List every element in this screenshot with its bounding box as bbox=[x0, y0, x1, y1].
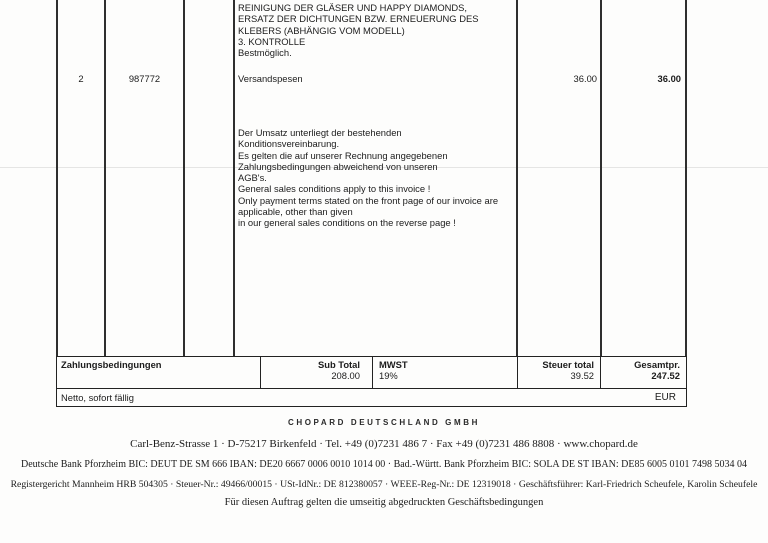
conditions-line: Der Umsatz unterliegt der bestehenden bbox=[238, 127, 402, 138]
tax-total-cell bbox=[517, 357, 600, 388]
description-line: Bestmöglich. bbox=[238, 47, 292, 59]
subtotal-value: 208.00 bbox=[331, 370, 360, 381]
description-line: REINIGUNG DER GLÄSER UND HAPPY DIAMONDS, bbox=[238, 2, 468, 13]
description-line: ERSATZ DER DICHTUNGEN BZW. ERNEUERUNG DES bbox=[238, 13, 479, 25]
footer-bank-line: Deutsche Bank Pforzheim BIC: DEUT DE SM 666 IBAN: DE20 6667 0006 0010 1014 00 · Bad.-Württ. Bank Pforzheim BIC: SOLA DE ST IBAN: DE85 6005 0101 7498 5034 04 bbox=[21, 459, 747, 470]
conditions-block bbox=[238, 127, 498, 229]
payment-terms-value: Netto, sofort fällig bbox=[61, 392, 134, 403]
conditions-line: in our general sales conditions on the reverse page ! bbox=[238, 217, 456, 229]
conditions-line: Konditionsvereinbarung. bbox=[238, 138, 340, 150]
footer-address-line: Carl-Benz-Strasse 1 · D-75217 Birkenfeld · Tel. +49 (0)7231 486 7 · Fax +49 (0)7231 486 8808 · www.chopard.de bbox=[130, 438, 638, 450]
item-description: Versandspesen bbox=[238, 73, 303, 84]
tax-total-label: Steuer total bbox=[542, 359, 594, 370]
vat-cell bbox=[372, 357, 517, 388]
vat-label: MWST bbox=[379, 359, 408, 370]
totals-header-row bbox=[57, 357, 686, 389]
payment-terms-header: Zahlungsbedingungen bbox=[61, 359, 162, 370]
payment-terms-row bbox=[57, 389, 686, 406]
item-unit-price: 36.00 bbox=[573, 73, 597, 84]
totals-table bbox=[56, 356, 687, 407]
items-table-col-divider bbox=[600, 0, 602, 357]
grand-total-label: Gesamtpr. bbox=[634, 359, 680, 370]
item-article-number: 987772 bbox=[128, 73, 161, 84]
conditions-line: Only payment terms stated on the front page of our invoice are bbox=[238, 194, 499, 206]
vat-rate-value: 19% bbox=[379, 370, 398, 381]
conditions-line: AGB's. bbox=[238, 172, 267, 184]
items-table-col-divider bbox=[516, 0, 518, 357]
items-table-col-divider bbox=[104, 0, 106, 357]
items-table-right-border bbox=[685, 0, 687, 357]
conditions-line: Zahlungsbedingungen abweichend von unseren bbox=[238, 160, 438, 172]
item-total-price: 36.00 bbox=[657, 73, 681, 84]
currency-label: EUR bbox=[654, 392, 676, 403]
description-line: KLEBERS (ABHÄNGIG VOM MODELL) bbox=[238, 24, 405, 36]
subtotal-cell bbox=[260, 357, 372, 388]
conditions-line: Es gelten die auf unserer Rechnung angegebenen bbox=[238, 149, 448, 161]
description-line: 3. KONTROLLE bbox=[238, 35, 306, 47]
tax-total-value: 39.52 bbox=[570, 370, 594, 381]
item-description-block bbox=[238, 2, 478, 58]
item-position: 2 bbox=[78, 73, 84, 84]
conditions-line: applicable, other than given bbox=[238, 206, 353, 218]
footer-registry-line: Registergericht Mannheim HRB 504305 · Steuer-Nr.: 49466/00015 · USt-IdNr.: DE 812380057 · WEEE-Reg-Nr.: DE 12319018 · Geschäftsführer: Karl-Friedrich Scheufele, Karolin Scheufele bbox=[10, 479, 758, 490]
footer-terms-line: Für diesen Auftrag gelten die umseitig abgedruckten Geschäftsbedingungen bbox=[224, 497, 544, 508]
footer-company-name: CHOPARD DEUTSCHLAND GMBH bbox=[287, 418, 481, 427]
subtotal-label: Sub Total bbox=[317, 359, 360, 370]
grand-total-cell bbox=[600, 357, 686, 388]
grand-total-value: 247.52 bbox=[651, 370, 680, 381]
items-table-left-border bbox=[56, 0, 58, 357]
conditions-line: General sales conditions apply to this invoice ! bbox=[238, 183, 431, 195]
items-table-col-divider bbox=[233, 0, 235, 357]
items-table-col-divider bbox=[183, 0, 185, 357]
